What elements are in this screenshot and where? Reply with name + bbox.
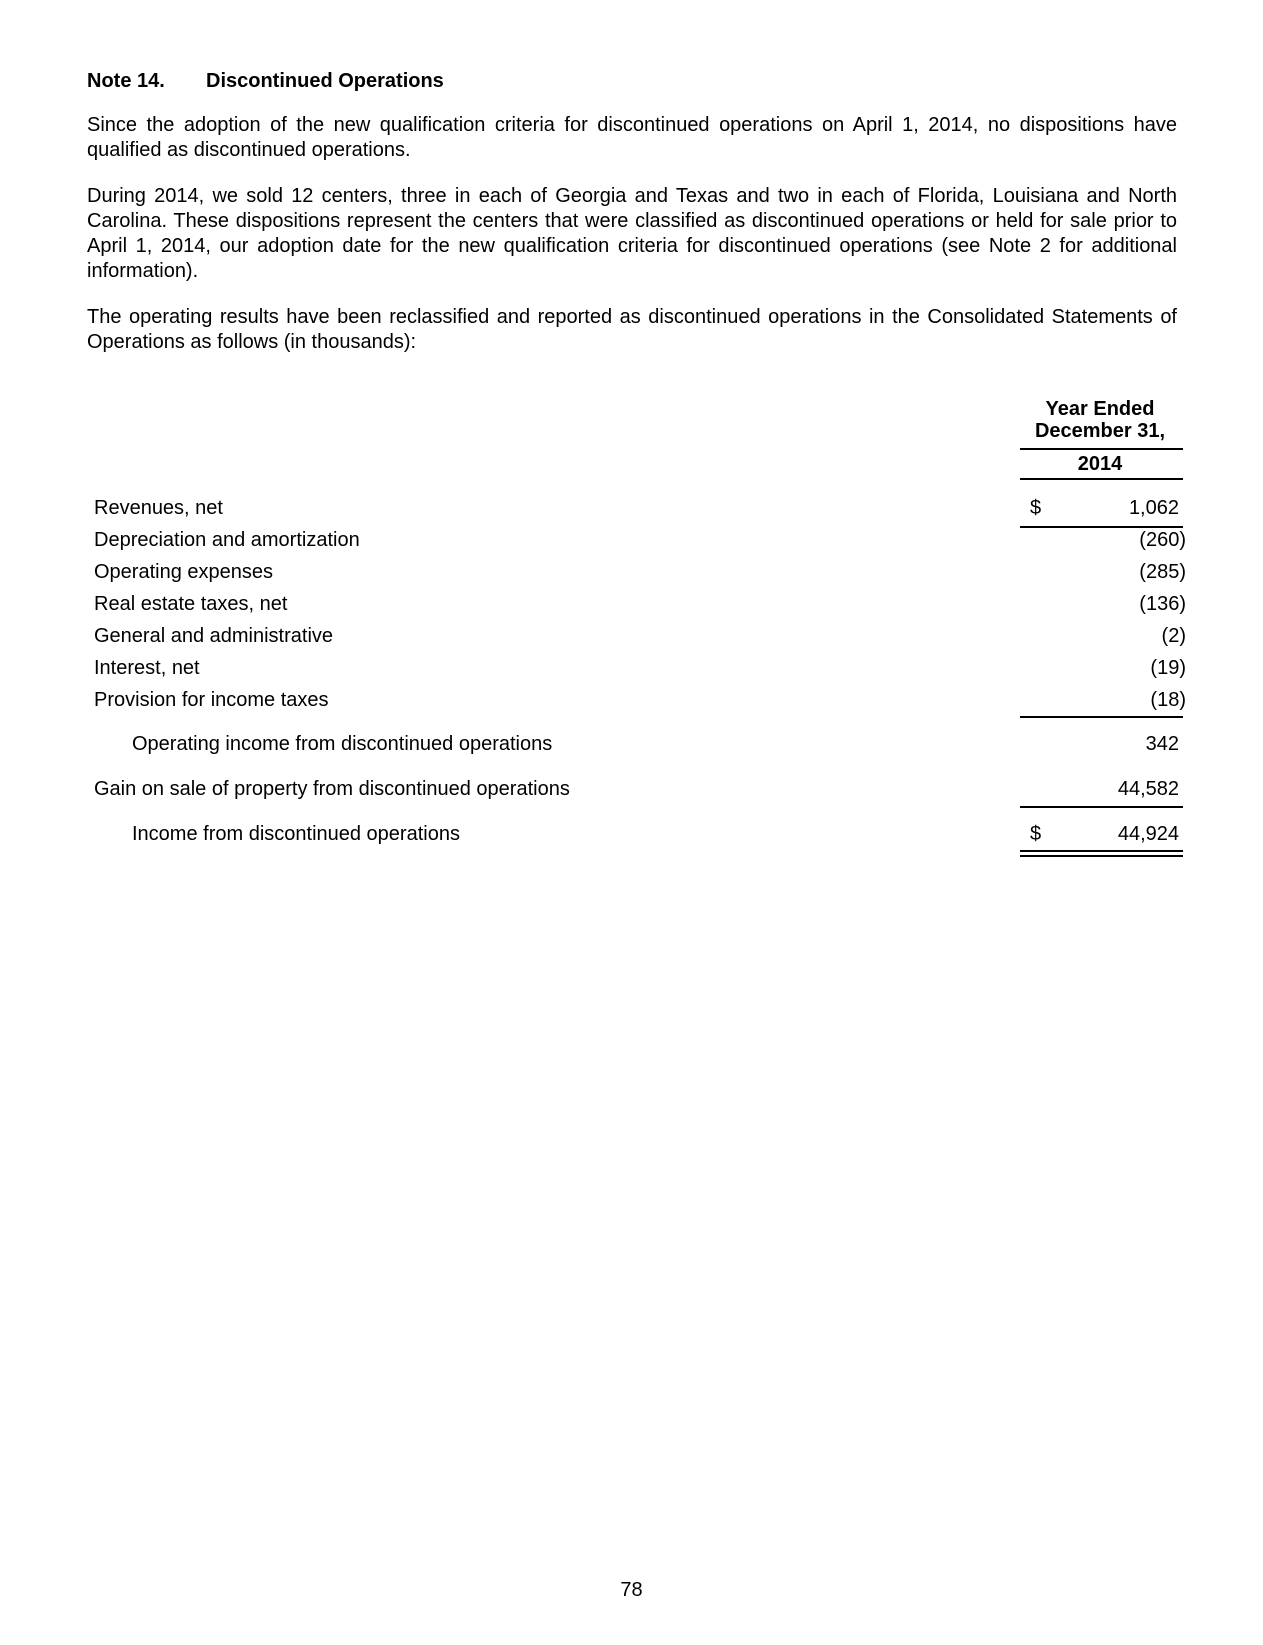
total-double-rule-bottom [1020,855,1183,857]
paragraph-reclassification: The operating results have been reclassified and reported as discontinued operations in the Consolidated Statements of Operations as follows (in thousands): [87,306,1177,353]
note-title: Discontinued Operations [206,70,444,92]
row-label-revenues: Revenues, net [94,497,223,519]
row-value-real-estate-taxes: (136) [1139,593,1186,615]
header-rule [1020,448,1183,450]
column-header-line1: Year Ended [1045,398,1155,420]
row-value-interest: (19) [1150,657,1186,679]
row-value-revenues: 1,062 [1128,497,1179,519]
row-label-operating-income: Operating income from discontinued operations [132,733,553,755]
row-label-gain-on-sale: Gain on sale of property from discontinued operations [94,778,570,800]
row-label-general-admin: General and administrative [94,625,334,647]
row-value-provision-taxes: (18) [1150,689,1186,711]
row-value-operating-income: 342 [1145,733,1179,755]
paragraph-adoption: Since the adoption of the new qualification criteria for discontinued operations on April 1, 2014, no dispositions have qualified as discontinued operations. [87,114,1177,161]
year-rule [1020,478,1183,480]
currency-symbol: $ [1030,497,1042,519]
row-label-depreciation: Depreciation and amortization [94,529,360,551]
row-label-interest: Interest, net [94,657,200,679]
total-double-rule-top [1020,850,1183,852]
row-value-income-discontinued: 44,924 [1117,823,1179,845]
currency-symbol-total: $ [1030,823,1042,845]
note-heading [87,69,444,93]
row-value-gain-on-sale: 44,582 [1117,778,1179,800]
page-number: 78 [620,1579,643,1601]
column-header-line2: December 31, [1034,420,1166,442]
gain-rule [1020,806,1183,808]
row-value-depreciation: (260) [1139,529,1186,551]
row-value-general-admin: (2) [1161,625,1186,647]
note-number: Note 14. [87,70,165,92]
subtotal-rule [1020,716,1183,718]
column-header-year: 2014 [1077,453,1123,475]
paragraph-dispositions: During 2014, we sold 12 centers, three in each of Georgia and Texas and two in each of Florida, Louisiana and North Carolina. These dispositions represent the centers that were classified as discontinued operations or held for sale prior to April 1, 2014, our adoption date for the new qualification criteria for discontinued operations (see Note 2 for additional information). [87,185,1177,282]
row-label-real-estate-taxes: Real estate taxes, net [94,593,288,615]
row-label-provision-taxes: Provision for income taxes [94,689,329,711]
row-label-income-discontinued: Income from discontinued operations [132,823,460,845]
row-label-operating-expenses: Operating expenses [94,561,274,583]
row-value-operating-expenses: (285) [1139,561,1186,583]
